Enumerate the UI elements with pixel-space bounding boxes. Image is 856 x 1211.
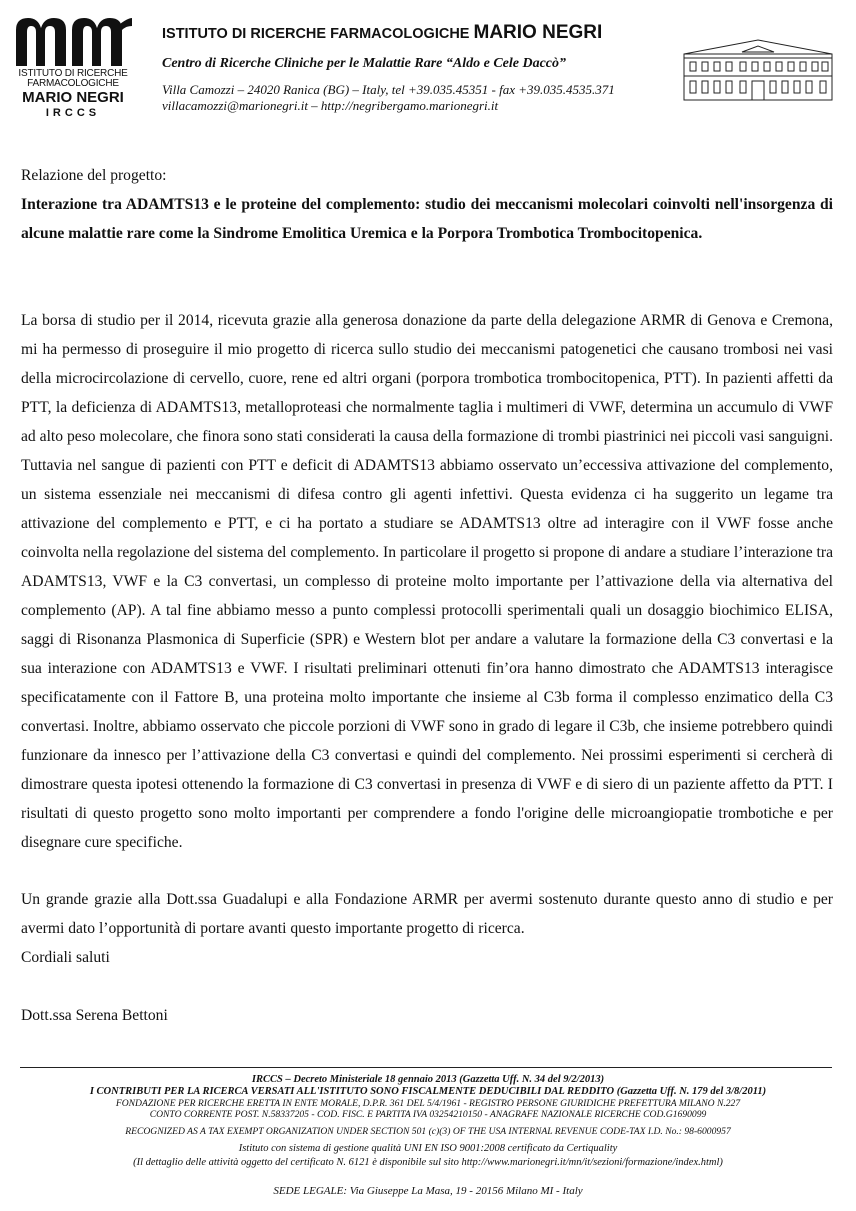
mn-logo-mark-icon <box>12 16 134 68</box>
footer-divider <box>20 1067 832 1068</box>
address-line: Villa Camozzi – 24020 Ranica (BG) – Italy, tel +39.035.45351 - fax +39.035.4535.371 <box>162 82 615 97</box>
footer-line-2: I CONTRIBUTI PER LA RICERCA VERSATI ALL'ISTITUTO SONO FISCALMENTE DEDUCIBILI DAL REDDITO (Gazzetta Uff. N. 179 del 3/8/2011) <box>89 1086 767 1097</box>
institute-prefix: ISTITUTO DI RICERCHE FARMACOLOGICHE <box>162 26 470 42</box>
mario-negri-logo <box>12 16 134 120</box>
footer-legal-address: SEDE LEGALE: Via Giuseppe La Masa, 19 - 20156 Milano MI - Italy <box>273 1185 583 1197</box>
logo-text-line1: ISTITUTO DI RICERCHE <box>18 68 128 79</box>
report-intro: Relazione del progetto: <box>21 167 167 184</box>
institute-name: MARIO NEGRI <box>473 22 603 43</box>
footer-line-5: RECOGNIZED AS A TAX EXEMPT ORGANIZATION UNDER SECTION 501 (c)(3) OF THE USA INTERNAL REVENUE CODE-TAX I.D. No.: 98-6000957 <box>125 1126 731 1137</box>
footer-line-3: FONDAZIONE PER RICERCHE ERETTA IN ENTE MORALE, D.P.R. 361 DEL 5/4/1961 - REGISTRO PERSONE GIURIDICHE PREFETTURA MILANO N.227 <box>115 1098 741 1109</box>
footer-line-7: (Il dettaglio delle attività oggetto del certificato N. 6121 è disponibile sul sito http://www.marionegri.it/mn/it/sezioni/formazione/index.html) <box>133 1157 723 1168</box>
logo-text-line4: IRCCS <box>45 107 101 119</box>
centre-name: Centro di Ricerche Cliniche per le Malattie Rare “Aldo e Cele Daccò” <box>162 56 567 71</box>
footer-line-4: CONTO CORRENTE POST. N.58337205 - COD. FISC. E PARTITA IVA 03254210150 - ANAGRAFE NAZIONALE RICERCHE COD.G1690099 <box>149 1109 707 1120</box>
report-paragraph: La borsa di studio per il 2014, ricevuta grazie alla generosa donazione da parte della delegazione ARMR di Genova e Cremona, mi ha permesso di proseguire il mio progetto di ricerca sullo studio dei meccanismi patogenetici che causano trombosi nei vasi della microcircolazione di cervello, cuore, rene ed altri organi (porpora trombotica trombocitopenica, PTT). In pazienti affetti da PTT, la deficienza di ADAMTS13, metalloproteasi che normalmente taglia i multimeri di VWF, determina un accumulo di VWF ad alto peso molecolare, che finora sono stati considerati la causa della formazione di trombi piastrinici nei piccoli vasi sanguigni. Tuttavia nel sangue di pazienti con PTT e deficit di ADAMTS13 abbiamo osservato un’eccessiva attivazione del complemento, un sistema essenziale nei meccanismi di difesa contro gli agenti infettivi. Questa evidenza ci ha suggerito un legame tra attivazione del complemento e PTT, e ci ha portato a studiare se ADAMTS13 oltre ad interagire con il VWF fosse anche coinvolta nella regolazione del sistema del complemento. In particolare il progetto si propone di andare a studiare l’interazione tra ADAMTS13, VWF e la C3 convertasi, un complesso di proteine molto importante per l’attivazione della via alternativa del complemento (AP). A tal fine abbiamo messo a punto complessi protocolli sperimentali quali un dosaggio biochimico ELISA, saggi di Risonanza Plasmonica di Superficie (SPR) e Western blot per andare a valutare la formazione della C3 convertasi e la sua interazione con ADAMTS13 e VWF. I risultati preliminari ottenuti fin’ora hanno dimostrato che ADAMTS13 interagisce specificatamente con il Fattore B, una proteina molto importante che insieme al C3b forma il complesso enzimatico della C3 convertasi. Inoltre, abbiamo osservato che piccole porzioni di VWF sono in grado di legare il C3b, che insieme potrebbero quindi funzionare da innesco per l’attivazione della C3 convertasi e quindi del complemento. Nei prossimi esperimenti si cercherà di dimostrare questa ipotesi ottenendo la formazione di C3 convertasi in presenza di VWF e di siero di un paziente affetto da PTT. I risultati di questo progetto sono molto importanti per comprendere a fondo l'origine delle microangiopatie trombotiche e per disegnare cure specifiche. <box>21 312 833 851</box>
thanks-paragraph: Un grande grazie alla Dott.ssa Guadalupi e alla Fondazione ARMR per avermi sostenuto durante questo anno di studio e per avermi dato l’opportunità di portare avanti questo importante progetto di ricerca. <box>21 891 833 937</box>
project-title: Interazione tra ADAMTS13 e le proteine del complemento: studio dei meccanismi molecolari coinvolti nell'insorgenza di alcune malattie rare come la Sindrome Emolitica Uremica e la Porpora Trombotica Trombocitopenica. <box>21 196 833 242</box>
closing-greeting: Cordiali saluti <box>21 949 110 966</box>
logo-text-line3: MARIO NEGRI <box>22 89 124 106</box>
footer-line-6: Istituto con sistema di gestione qualità UNI EN ISO 9001:2008 certificato da Certiquality <box>238 1143 618 1154</box>
footer-line-1: IRCCS – Decreto Ministeriale 18 gennaio 2013 (Gazzetta Uff. N. 34 del 9/2/2013) <box>251 1074 605 1085</box>
signature-name: Dott.ssa Serena Bettoni <box>21 1007 168 1024</box>
contact-line: villacamozzi@marionegri.it – http://negribergamo.marionegri.it <box>162 98 499 113</box>
institute-heading <box>162 22 602 44</box>
logo-text-line2: FARMACOLOGICHE <box>27 78 119 89</box>
villa-building-icon <box>682 38 834 102</box>
